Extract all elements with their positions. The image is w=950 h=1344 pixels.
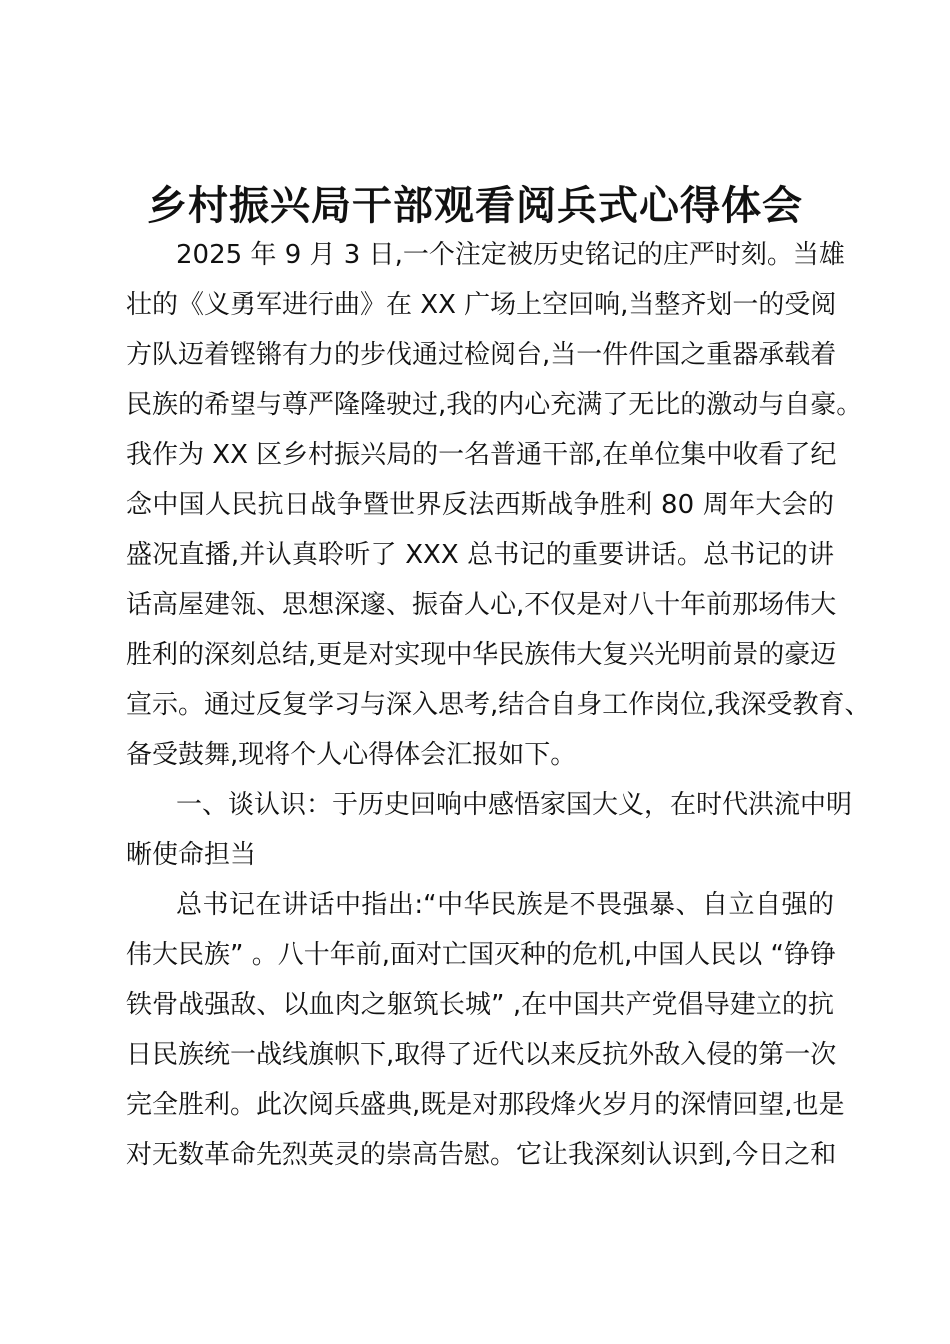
paragraph-2-line-4: 日民族统一战线旗帜下,取得了近代以来反抗外敌入侵的第一次: [126, 1040, 837, 1070]
section-heading-line-2: 晰使命担当: [126, 840, 257, 870]
paragraph-1-line-7: 盛况直播,并认真聆听了 XXX 总书记的重要讲话。总书记的讲: [126, 540, 834, 570]
paragraph-2-line-5: 完全胜利。此次阅兵盛典,既是对那段烽火岁月的深情回望,也是: [126, 1090, 845, 1120]
paragraph-2-line-6: 对无数革命先烈英灵的崇高告慰。它让我深刻认识到,今日之和: [126, 1140, 837, 1170]
document-title: 乡村振兴局干部观看阅兵式心得体会: [147, 182, 803, 229]
paragraph-1-line-5: 我作为 XX 区乡村振兴局的一名普通干部,在单位集中收看了纪: [126, 440, 837, 470]
section-heading-line-1: 一、谈认识：于历史回响中感悟家国大义，在时代洪流中明: [176, 790, 853, 820]
paragraph-1-line-3: 方队迈着铿锵有力的步伐通过检阅台,当一件件国之重器承载着: [126, 340, 837, 370]
paragraph-1-line-1: 2025 年 9 月 3 日,一个注定被历史铭记的庄严时刻。当雄: [176, 240, 845, 270]
paragraph-2-line-1: 总书记在讲话中指出:“中华民族是不畏强暴、自立自强的: [176, 890, 834, 920]
paragraph-2-line-3: 铁骨战强敌、以血肉之躯筑长城” ,在中国共产党倡导建立的抗: [126, 990, 834, 1020]
paragraph-1-line-10: 宣示。通过反复学习与深入思考,结合自身工作岗位,我深受教育、: [126, 690, 871, 720]
paragraph-1-line-8: 话高屋建瓴、思想深邃、振奋人心,不仅是对八十年前那场伟大: [126, 590, 837, 620]
paragraph-1-line-6: 念中国人民抗日战争暨世界反法西斯战争胜利 80 周年大会的: [126, 490, 834, 520]
paragraph-1-line-2: 壮的《义勇军进行曲》在 XX 广场上空回响,当整齐划一的受阅: [126, 290, 837, 320]
paragraph-1-line-9: 胜利的深刻总结,更是对实现中华民族伟大复兴光明前景的豪迈: [126, 640, 837, 670]
paragraph-2-line-2: 伟大民族” 。八十年前,面对亡国灭种的危机,中国人民以 “铮铮: [126, 940, 836, 970]
paragraph-1-line-11: 备受鼓舞,现将个人心得体会汇报如下。: [126, 740, 577, 770]
paragraph-1-line-4: 民族的希望与尊严隆隆驶过,我的内心充满了无比的激动与自豪。: [126, 390, 863, 420]
